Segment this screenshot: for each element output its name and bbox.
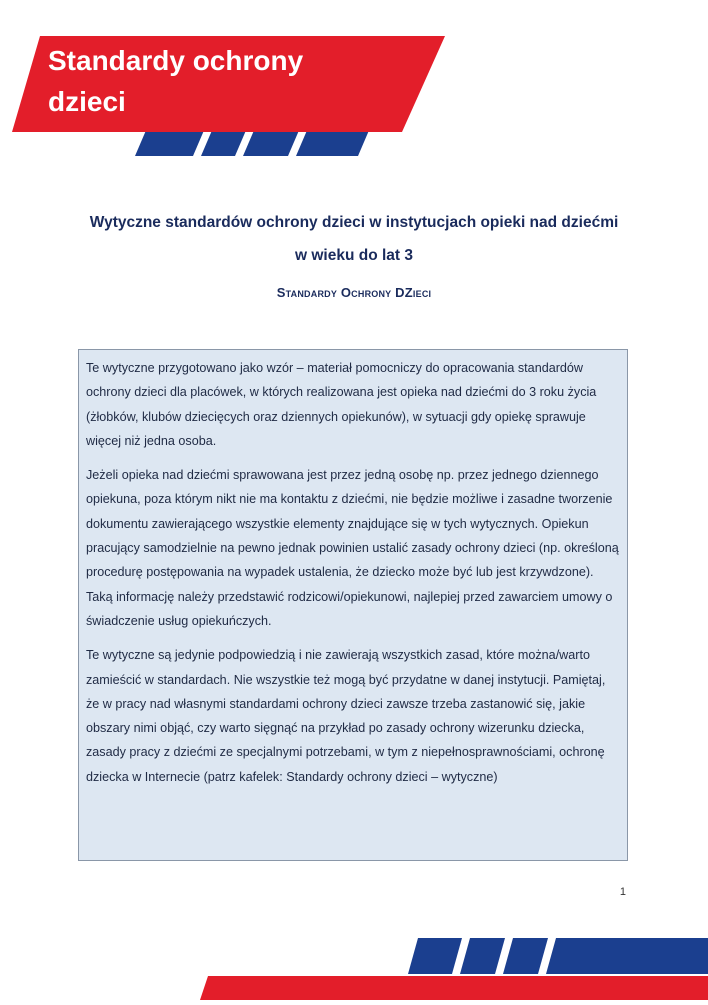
document-title-line-2: w wieku do lat 3 [295,247,413,264]
document-title [0,206,708,272]
header-banner [0,0,708,170]
footer-navy-stripe-3 [503,938,548,974]
footer-navy-stripe-1 [408,938,462,974]
footer-navy-stripe-4 [546,938,708,974]
info-paragraph-2: Jeżeli opieka nad dziećmi sprawowana jest przez jedną osobę np. przez jednego dziennego opiekuna, poza którym nikt nie ma kontaktu z dziećmi, nie będzie możliwe i zasadne tworzenie dokumentu zawierającego wszystkie elementy znajdujące się w tych wytycznych. Opiekun pracujący samodzielnie na pewno jednak powinien ustalić zasady ochrony dzieci (np. określoną procedurę postępowania na wypadek ustalenia, że dziecko może być lub jest krzywdzone). Taką informację należy przedstawić rodzicowi/opiekunowi, najlepiej przed zawarciem umowy o świadczenie usług opiekuńczych. [86,468,619,628]
banner-navy-stripe-3 [243,128,300,156]
footer-red-shape [200,976,708,1000]
footer-banner [0,930,708,1000]
info-paragraph-3: Te wytyczne są jedynie podpowiedzią i nie zawierają wszystkich zasad, które można/warto zamieścić w standardach. Nie wszystkie też mogą być przydatne w danej instytucji. Pamiętaj, że w pracy nad własnymi standardami ochrony dzieci zawsze trzeba zastanowić się, jakie obszary nimi objąć, czy warto sięgnąć na przykład po zasady ochrony wizerunku dziecka, zasady pracy z dziećmi ze specjalnymi potrzebami, w tym z niepełnosprawnościami, ochronę dziecka w Internecie (patrz kafelek: Standardy ochrony dzieci – wytyczne) [86,648,606,784]
footer-navy-stripe-2 [460,938,505,974]
banner-navy-stripe-1 [135,128,205,156]
banner-navy-stripe-4 [296,128,370,156]
banner-title-line-1: Standardy ochrony [48,45,304,76]
banner-navy-stripe-2 [201,128,247,156]
banner-title-line-2: dzieci [48,86,126,117]
page-number: 1 [619,886,626,898]
footer-stripes [0,930,708,1000]
banner-title [48,40,303,122]
info-box [78,349,628,861]
document-title-line-1: Wytyczne standardów ochrony dzieci w instytucjach opieki nad dziećmi [89,214,619,231]
document-subtitle: Standardy Ochrony DZieci [276,285,432,300]
info-paragraph-1: Te wytyczne przygotowano jako wzór – materiał pomocniczy do opracowania standardów ochrony dzieci dla placówek, w których realizowana jest opieka nad dziećmi do 3 roku życia (żłobków, klubów dziecięcych oraz dziennych opiekunów), w sytuacji gdy opiekę sprawuje więcej niż jedna osoba. [86,361,597,448]
